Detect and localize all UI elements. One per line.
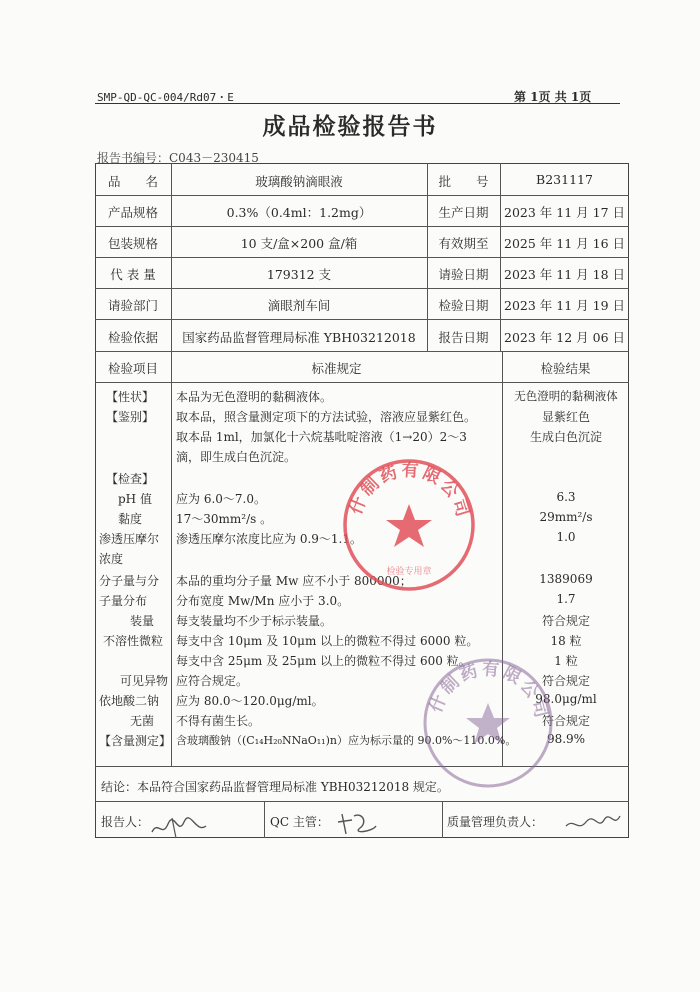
viscosity-standard: 17～30mm²/s 。 [176, 512, 273, 526]
sterility-label: 无菌 [130, 714, 155, 728]
fill-standard: 每支装量均不少于标示装量。 [176, 614, 333, 628]
ident-result-2: 生成白色沉淀 [529, 430, 602, 444]
spec-label: 产品规格 [107, 205, 158, 220]
insoluble-label: 不溶性微粒 [103, 634, 164, 648]
svg-text:什制药有限公司: 什制药有限公司 [426, 659, 552, 723]
qc-signature [332, 808, 382, 838]
edta-standard: 应为 80.0～120.0μg/ml。 [176, 694, 324, 708]
pack-value: 10 支/盒×200 盒/箱 [240, 236, 358, 251]
sterility-result: 符合规定 [541, 714, 590, 728]
qc-label: QC 主管： [270, 815, 329, 829]
mw-standard-2: 分布宽度 Mw/Mn 应小于 3.0。 [176, 594, 350, 608]
req-date-value: 2023 年 11 月 18 日 [504, 267, 625, 282]
mw-label-1: 分子量与分 [99, 574, 160, 588]
col-item-header: 检验项目 [107, 361, 158, 376]
grid-line [95, 801, 629, 802]
dept-label: 请验部门 [107, 298, 158, 313]
reporter-signature [148, 812, 218, 842]
fill-result: 符合规定 [541, 614, 590, 628]
doc-code: SMP-QD-QC-004/Rd07・E [97, 91, 234, 104]
svg-text:检验专用章: 检验专用章 [386, 567, 432, 577]
report-date-value: 2023 年 12 月 06 日 [504, 330, 625, 345]
basis-label: 检验依据 [107, 330, 158, 345]
svg-text:什制药有限公司: 什制药有限公司 [346, 460, 474, 522]
req-date-label: 请验日期 [438, 267, 489, 282]
test-date-label: 检验日期 [438, 298, 489, 313]
prod-date-value: 2023 年 11 月 17 日 [504, 205, 625, 220]
spec-value: 0.3%（0.4ml：1.2mg） [226, 205, 372, 220]
assay-result: 98.9% [546, 732, 586, 746]
grid-line [95, 766, 629, 767]
osmolality-standard: 渗透压摩尔浓度比应为 0.9～1.1。 [176, 532, 362, 546]
page-info: 第 1页 共 1页 [514, 90, 592, 104]
expiry-label: 有效期至 [438, 236, 489, 251]
insoluble-standard-2: 每支中含 25μm 及 25μm 以上的微粒不得过 600 粒。 [176, 654, 471, 668]
basis-value: 国家药品监督管理局标准 YBH03212018 [182, 330, 416, 345]
mw-result-1: 1389069 [539, 572, 593, 586]
viscosity-label: 黏度 [118, 512, 143, 526]
edta-result: 98.0μg/ml [535, 692, 597, 706]
report-title: 成品检验报告书 [262, 114, 438, 140]
ident-standard-1: 取本品，照含量测定项下的方法试验，溶液应显紫红色。 [176, 410, 477, 424]
check-label: 【检查】 [106, 472, 155, 486]
col-result-header: 检验结果 [540, 361, 591, 376]
grid-line [95, 288, 629, 289]
ident-label: 【鉴别】 [106, 410, 155, 424]
assay-standard: 含玻璃酸钠（(C₁₄H₂₀NNaO₁₁)n）应为标示量的 90.0%～110.0%。 [176, 734, 517, 747]
sterility-standard: 不得有菌生长。 [176, 714, 261, 728]
mw-result-2: 1.7 [556, 592, 576, 606]
pack-label: 包装规格 [107, 236, 158, 251]
grid-line [95, 319, 629, 320]
mw-label-2: 子量分布 [99, 594, 148, 608]
grid-line [427, 163, 428, 351]
fill-label: 装量 [130, 614, 155, 628]
grid-line [171, 401, 172, 766]
qa-label: 质量管理负责人： [447, 815, 544, 829]
visible-result: 符合规定 [541, 674, 590, 688]
insoluble-result-2: 1 粒 [554, 654, 578, 668]
ident-result-1: 显紫红色 [541, 410, 590, 424]
sample-label: 代 表 量 [110, 267, 156, 282]
report-date-label: 报告日期 [438, 330, 489, 345]
qa-signature [562, 808, 624, 838]
product-name-label: 品 名 [107, 174, 158, 189]
dept-value: 滴眼剂车间 [267, 298, 331, 313]
edta-label: 依地酸二钠 [99, 694, 160, 708]
visible-label: 可见异物 [120, 674, 169, 688]
osmolality-label-1: 渗透压摩尔 [99, 532, 160, 546]
report-number: 报告书编号：C043－230415 [97, 151, 259, 165]
grid-line [95, 257, 629, 258]
osmolality-result: 1.0 [556, 530, 576, 544]
grid-line [442, 801, 443, 838]
grid-line [95, 382, 629, 383]
company-stamp-red [340, 456, 478, 594]
osmolality-label-2: 浓度 [99, 552, 124, 566]
ph-standard: 应为 6.0～7.0。 [176, 492, 266, 506]
reporter-label: 报告人： [101, 815, 150, 829]
expiry-value: 2025 年 11 月 16 日 [504, 236, 625, 251]
ph-label: pH 值 [118, 492, 152, 506]
ph-result: 6.3 [556, 490, 576, 504]
char-standard: 本品为无色澄明的黏稠液体。 [176, 390, 333, 404]
mw-standard-1: 本品的重均分子量 Mw 应不小于 800000； [176, 574, 412, 588]
prod-date-label: 生产日期 [438, 205, 489, 220]
company-stamp-purple [420, 655, 556, 791]
viscosity-result: 29mm²/s [539, 510, 593, 524]
visible-standard: 应符合规定。 [176, 674, 249, 688]
col-standard-header: 标准规定 [311, 361, 362, 376]
grid-line [500, 163, 501, 351]
grid-line [95, 195, 629, 196]
sample-value: 179312 支 [266, 267, 332, 282]
char-label: 【性状】 [106, 390, 155, 404]
batch-value: B231117 [536, 172, 593, 187]
batch-label: 批 号 [438, 174, 489, 189]
grid-line [264, 801, 265, 838]
header-rule [95, 103, 620, 104]
char-result: 无色澄明的黏稠液体 [514, 389, 618, 403]
grid-line [95, 226, 629, 227]
ident-standard-3: 滴，即生成白色沉淀。 [176, 450, 297, 464]
insoluble-result-1: 18 粒 [550, 634, 582, 648]
insoluble-standard-1: 每支中含 10μm 及 10μm 以上的微粒不得过 6000 粒。 [176, 634, 479, 648]
grid-line [95, 351, 629, 352]
conclusion: 结论：本品符合国家药品监督管理局标准 YBH03212018 规定。 [101, 780, 449, 794]
product-name-value: 玻璃酸钠滴眼液 [255, 174, 343, 189]
ident-standard-2: 取本品 1ml，加氯化十六烷基吡啶溶液（1→20）2～3 [176, 430, 467, 444]
test-date-value: 2023 年 11 月 19 日 [504, 298, 625, 313]
assay-label: 【含量测定】 [99, 734, 172, 748]
